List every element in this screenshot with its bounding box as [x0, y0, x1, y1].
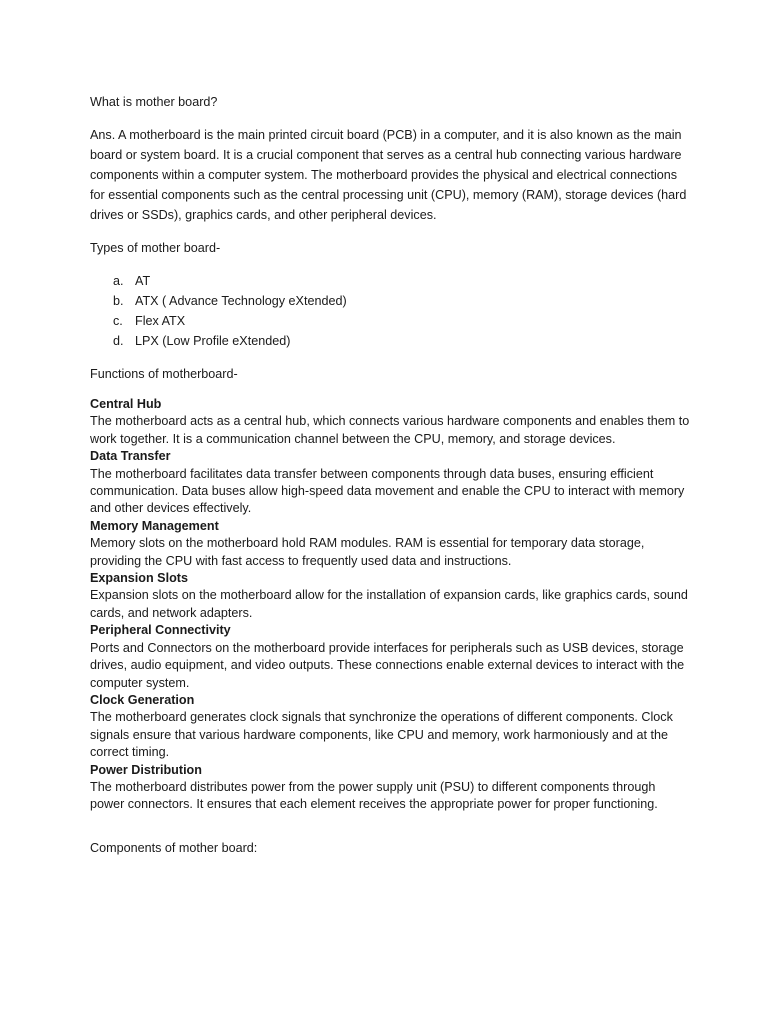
function-title-data-transfer: Data Transfer [90, 449, 171, 464]
function-description-power-distribution: The motherboard distributes power from the power supply unit (PSU) to different components through power connectors. It ensures that each element receives the appropriate power for proper functioning. [90, 779, 658, 812]
function-title-peripheral-connectivity: Peripheral Connectivity [90, 623, 231, 638]
function-title-clock-generation: Clock Generation [90, 692, 195, 707]
function-title-central-hub: Central Hub [90, 397, 162, 411]
list-item-label: AT [135, 274, 151, 288]
question-heading: What is mother board? [90, 95, 218, 109]
components-heading: Components of mother board: [90, 840, 258, 855]
list-item-label: LPX (Low Profile eXtended) [135, 334, 291, 348]
list-item [113, 331, 690, 351]
list-marker: a. [113, 274, 124, 288]
functions-heading: Functions of motherboard- [90, 367, 238, 381]
function-description-clock-generation: The motherboard generates clock signals that synchronize the operations of different components. Clock signals ensure that various hardware components, like CPU and memory, work harmoniously and at the correct timing. [90, 710, 673, 760]
function-title-power-distribution: Power Distribution [90, 762, 202, 777]
functions-section [90, 396, 690, 814]
function-description-expansion-slots: Expansion slots on the motherboard allow for the installation of expansion cards, like graphics cards, sound cards, and network adapters. [90, 588, 688, 620]
function-description-central-hub: The motherboard acts as a central hub, which connects various hardware components and enables them to work together. It is a communication channel between the CPU, memory, and storage devices. [90, 414, 690, 446]
list-marker: c. [113, 314, 123, 328]
list-item [113, 291, 690, 311]
answer-paragraph: Ans. A motherboard is the main printed circuit board (PCB) in a computer, and it is also known as the main board or system board. It is a crucial component that serves as a central hub connecting various hardware components within a computer system. The motherboard provides the physical and electrical connections for essential components such as the central processing unit (CPU), memory (RAM), storage devices (hard drives or SSDs), graphics cards, and other peripheral devices. [90, 128, 687, 222]
list-marker: d. [113, 334, 124, 348]
list-item-label: ATX ( Advance Technology eXtended) [135, 294, 347, 308]
function-title-memory-management: Memory Management [90, 518, 219, 533]
list-item [113, 271, 690, 291]
function-description-data-transfer: The motherboard facilitates data transfer between components through data buses, ensuring efficient communication. Data buses allow high-speed data movement and enable the CPU to interact with memory and other devices effectively. [90, 466, 685, 516]
document-page [90, 92, 690, 858]
types-list [90, 271, 690, 351]
list-item-label: Flex ATX [135, 314, 186, 328]
function-description-peripheral-connectivity: Ports and Connectors on the motherboard provide interfaces for peripherals such as USB devices, storage drives, audio equipment, and video outputs. These connections enable external devices to interact with the computer system. [90, 640, 685, 690]
types-heading: Types of mother board- [90, 241, 221, 255]
function-title-expansion-slots: Expansion Slots [90, 571, 188, 586]
list-marker: b. [113, 294, 124, 308]
list-item [113, 311, 690, 331]
function-description-memory-management: Memory slots on the motherboard hold RAM modules. RAM is essential for temporary data storage, providing the CPU with fast access to frequently used data and instructions. [90, 536, 645, 568]
